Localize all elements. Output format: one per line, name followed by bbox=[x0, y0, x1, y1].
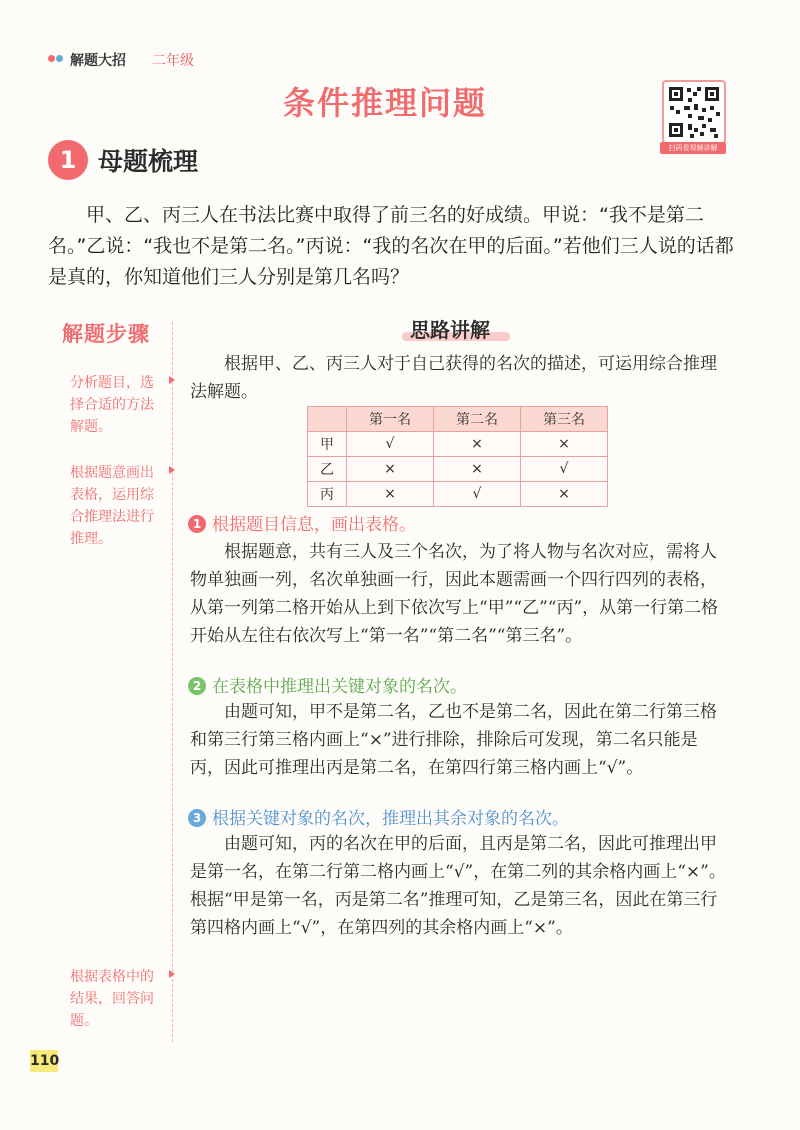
step-heading-text: 在表格中推理出关键对象的名次。 bbox=[212, 677, 467, 697]
step-number-badge: 3 bbox=[188, 809, 206, 827]
table-header-cell: 第二名 bbox=[434, 407, 521, 432]
page-number: 110 bbox=[30, 1050, 58, 1072]
table-row bbox=[308, 432, 608, 457]
sidenote-3: 根据表格中的结果，回答问题。 bbox=[70, 969, 154, 1029]
table-row bbox=[308, 457, 608, 482]
table-cell: × bbox=[347, 457, 434, 482]
step-heading-text: 根据题目信息，画出表格。 bbox=[212, 515, 416, 535]
table-cell: √ bbox=[347, 432, 434, 457]
header-dots-icon bbox=[48, 54, 64, 64]
table-row bbox=[308, 482, 608, 507]
table-header-cell: 第三名 bbox=[521, 407, 608, 432]
table-row-label: 丙 bbox=[308, 482, 347, 507]
table-cell: √ bbox=[434, 482, 521, 507]
thinking-intro: 根据甲、乙、丙三人对于自己获得的名次的描述，可运用综合推理法解题。 bbox=[190, 354, 717, 402]
step-2-body: 由题可知，甲不是第二名，乙也不是第二名，因此在第二行第三格和第三行第三格内画上“×”进行排除，排除后可发现，第二名只能是丙，因此可推理出丙是第二名，在第四行第三格内画上“√”。 bbox=[190, 702, 717, 778]
dot-red bbox=[48, 55, 55, 62]
sidenote-2: 根据题意画出表格，运用综合推理法进行推理。 bbox=[70, 465, 154, 547]
step-2-heading bbox=[188, 674, 467, 700]
ranking-table bbox=[307, 406, 608, 507]
table-cell: × bbox=[521, 432, 608, 457]
book-title: 解题大招 bbox=[70, 53, 126, 69]
step-3-heading bbox=[188, 806, 569, 832]
sidenote-1: 分析题目，选择合适的方法解题。 bbox=[70, 375, 154, 435]
step-3-body: 由题可知，丙的名次在甲的后面，且丙是第二名，因此可推理出甲是第一名，在第二行第二格内画上“√”，在第二列的其余格内画上“×”。根据“甲是第一名，丙是第二名”推理可知，乙是第三名，因此在第三行第四格内画上“√”，在第四列的其余格内画上“×”。 bbox=[190, 834, 726, 938]
table-cell: √ bbox=[521, 457, 608, 482]
table-header-cell bbox=[308, 407, 347, 432]
grade-label: 二年级 bbox=[152, 53, 194, 69]
table-cell: × bbox=[434, 432, 521, 457]
step-number-badge: 2 bbox=[188, 677, 206, 695]
problem-text: 甲、乙、丙三人在书法比赛中取得了前三名的好成绩。甲说：“我不是第二名。”乙说：“我也不是第二名。”丙说：“我的名次在甲的后面。”若他们三人说的话都是真的，你知道他们三人分别是第几名吗？ bbox=[48, 204, 734, 288]
section-title: 母题梳理 bbox=[98, 147, 199, 176]
step-number-badge: 1 bbox=[188, 515, 206, 533]
table-cell: × bbox=[521, 482, 608, 507]
steps-title: 解题步骤 bbox=[62, 322, 150, 346]
table-cell: × bbox=[347, 482, 434, 507]
sidebar-divider bbox=[172, 322, 173, 1042]
table-cell: × bbox=[434, 457, 521, 482]
table-row-label: 乙 bbox=[308, 457, 347, 482]
step-1-body: 根据题意，共有三人及三个名次，为了将人物与名次对应，需将人物单独画一列，名次单独画一行，因此本题需画一个四行四列的表格，从第一列第二格开始从上到下依次写上“甲”“乙”“丙”，从第一行第二格开始从左往右依次写上“第一名”“第二名”“第三名”。 bbox=[190, 542, 719, 646]
thinking-title: 思路讲解 bbox=[410, 318, 490, 342]
table-header-row bbox=[308, 407, 608, 432]
step-heading-text: 根据关键对象的名次，推理出其余对象的名次。 bbox=[212, 809, 569, 829]
dot-blue bbox=[56, 55, 63, 62]
arrow-right-icon bbox=[169, 376, 175, 384]
page-title: 条件推理问题 bbox=[282, 84, 487, 122]
step-1-heading bbox=[188, 512, 416, 538]
table-header-cell: 第一名 bbox=[347, 407, 434, 432]
qr-caption: 扫码看视频讲解 bbox=[660, 142, 726, 154]
arrow-right-icon bbox=[169, 970, 175, 978]
table-row-label: 甲 bbox=[308, 432, 347, 457]
section-number-badge: 1 bbox=[48, 140, 88, 180]
arrow-right-icon bbox=[169, 466, 175, 474]
qr-code-icon[interactable] bbox=[662, 80, 726, 144]
